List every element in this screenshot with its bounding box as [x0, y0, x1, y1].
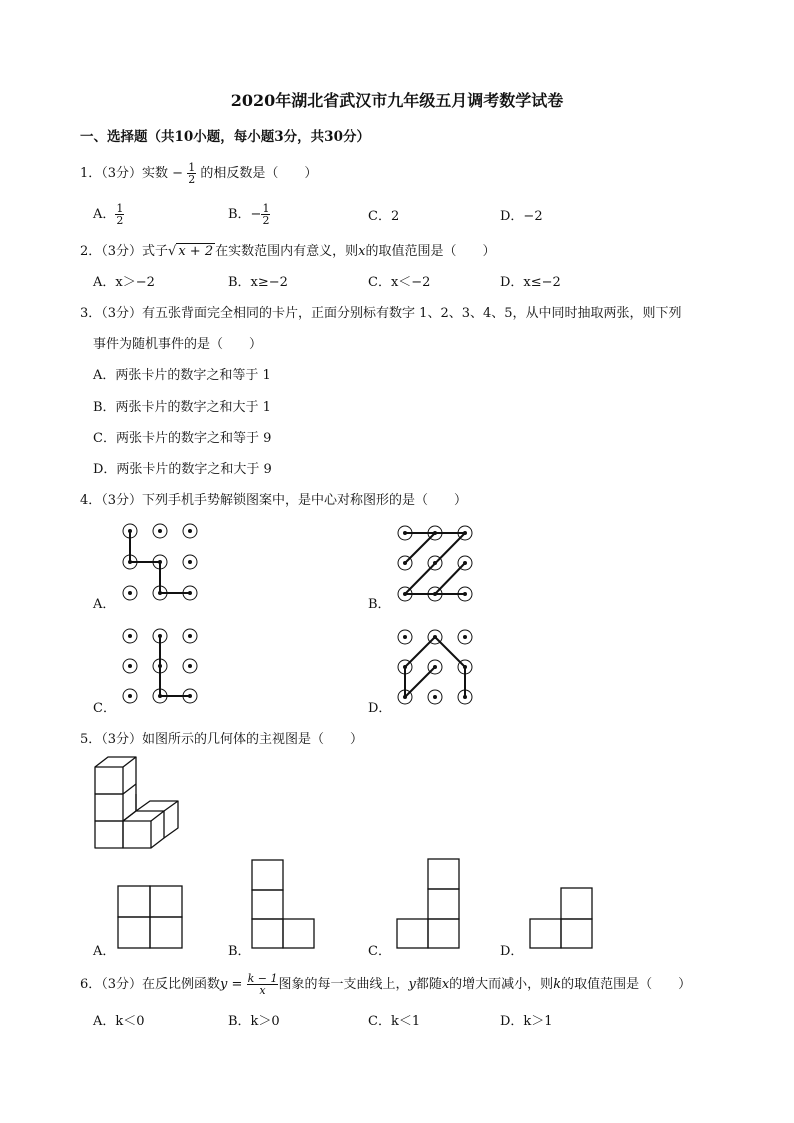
q6-option-d[interactable]: D．k＞1	[500, 1014, 553, 1029]
q6-fraction	[247, 973, 279, 996]
section-heading: 一、选择题（共10小题，每小题3分，共30分）	[80, 129, 370, 145]
q6-frac-num: k − 1	[247, 972, 278, 985]
q2-radicand: x + 2	[178, 244, 214, 259]
q1-frac-den: 2	[188, 173, 196, 186]
q6-stem	[80, 973, 691, 996]
q3-stem-line2: 事件为随机事件的是（ ）	[93, 337, 263, 352]
q3-option-a[interactable]: A．两张卡片的数字之和等于 1	[93, 368, 271, 383]
q1-option-c[interactable]: C．2	[368, 209, 400, 224]
q5-stem: 5．（3分）如图所示的几何体的主视图是（ ）	[80, 732, 364, 747]
q6-y-var: y	[408, 977, 416, 992]
q4-option-d[interactable]: D．	[368, 701, 392, 716]
q2-option-b[interactable]: B．x≥−2	[228, 275, 288, 290]
q4-option-c[interactable]: C．	[93, 701, 116, 716]
q2-stem: 2．（3分）式子√ x + 2 在实数范围内有意义，则x的取值范围是（ ）	[80, 244, 496, 259]
q1-a-den: 2	[116, 214, 124, 227]
q6-stem-pre: 6．（3分）在反比例函数	[80, 977, 221, 992]
q5-option-c-figure	[397, 859, 459, 948]
q5-option-d-figure	[530, 888, 592, 948]
q1-b-label: B．−	[228, 207, 262, 222]
q2-option-a[interactable]: A．x＞−2	[93, 275, 155, 290]
q2-option-d[interactable]: D．x≤−2	[500, 275, 561, 290]
q5-option-b-figure	[252, 860, 314, 948]
q1-stem-pre: 1．（3分）实数 −	[80, 166, 184, 181]
q2-var: x	[358, 244, 366, 259]
q5-option-d[interactable]: D．	[500, 944, 524, 959]
q1-b-num: 1	[262, 202, 270, 215]
q4-stem: 4．（3分）下列手机手势解锁图案中，是中心对称图形的是（ ）	[80, 493, 468, 508]
paper-title: 2020年湖北省武汉市九年级五月调考数学试卷	[230, 91, 564, 110]
q6-k-var: k	[553, 977, 562, 992]
q6-fn-lhs: y =	[220, 977, 243, 992]
q5-option-b[interactable]: B．	[228, 944, 251, 959]
q3-stem-line1: 3．（3分）有五张背面完全相同的卡片，正面分别标有数字 1、2、3、4、5，从中同时抽取两张，则下列	[80, 306, 682, 321]
q1-b-den: 2	[262, 214, 270, 227]
q6-frac-den: x	[259, 984, 266, 997]
q1-a-label: A．	[93, 207, 116, 222]
q2-stem-post: 的取值范围是（ ）	[365, 244, 496, 259]
q2-stem-mid: 在实数范围内有意义，则	[215, 244, 359, 259]
q5-option-c[interactable]: C．	[368, 944, 391, 959]
q1-frac-num: 1	[188, 161, 196, 174]
q6-stem-mid3: 的增大而减小，则	[449, 977, 554, 992]
q6-option-b[interactable]: B．k＞0	[228, 1014, 280, 1029]
q6-option-a[interactable]: A．k＜0	[93, 1014, 145, 1029]
q6-stem-mid2: 都随	[415, 977, 442, 992]
q3-option-d[interactable]: D．两张卡片的数字之和大于 9	[93, 462, 272, 477]
q6-stem-mid: 图象的每一支曲线上，	[278, 977, 409, 992]
q5-option-a-figure	[118, 886, 182, 948]
q6-stem-post: 的取值范围是（ ）	[561, 977, 692, 992]
q4-option-b[interactable]: B．	[368, 597, 391, 612]
q1-stem-post: 的相反数是（ ）	[200, 166, 318, 181]
q6-option-c[interactable]: C．k＜1	[368, 1014, 421, 1029]
q1-option-d[interactable]: D．−2	[500, 209, 543, 224]
q2-option-c[interactable]: C．x＜−2	[368, 275, 431, 290]
q3-option-b[interactable]: B．两张卡片的数字之和大于 1	[93, 400, 271, 415]
q3-option-c[interactable]: C．两张卡片的数字之和等于 9	[93, 431, 272, 446]
q4-option-a[interactable]: A．	[93, 597, 116, 612]
q6-x-var: x	[441, 977, 450, 992]
q2-stem-pre: 2．（3分）式子	[80, 244, 169, 259]
q5-option-a[interactable]: A．	[93, 944, 116, 959]
q1-a-num: 1	[116, 202, 124, 215]
